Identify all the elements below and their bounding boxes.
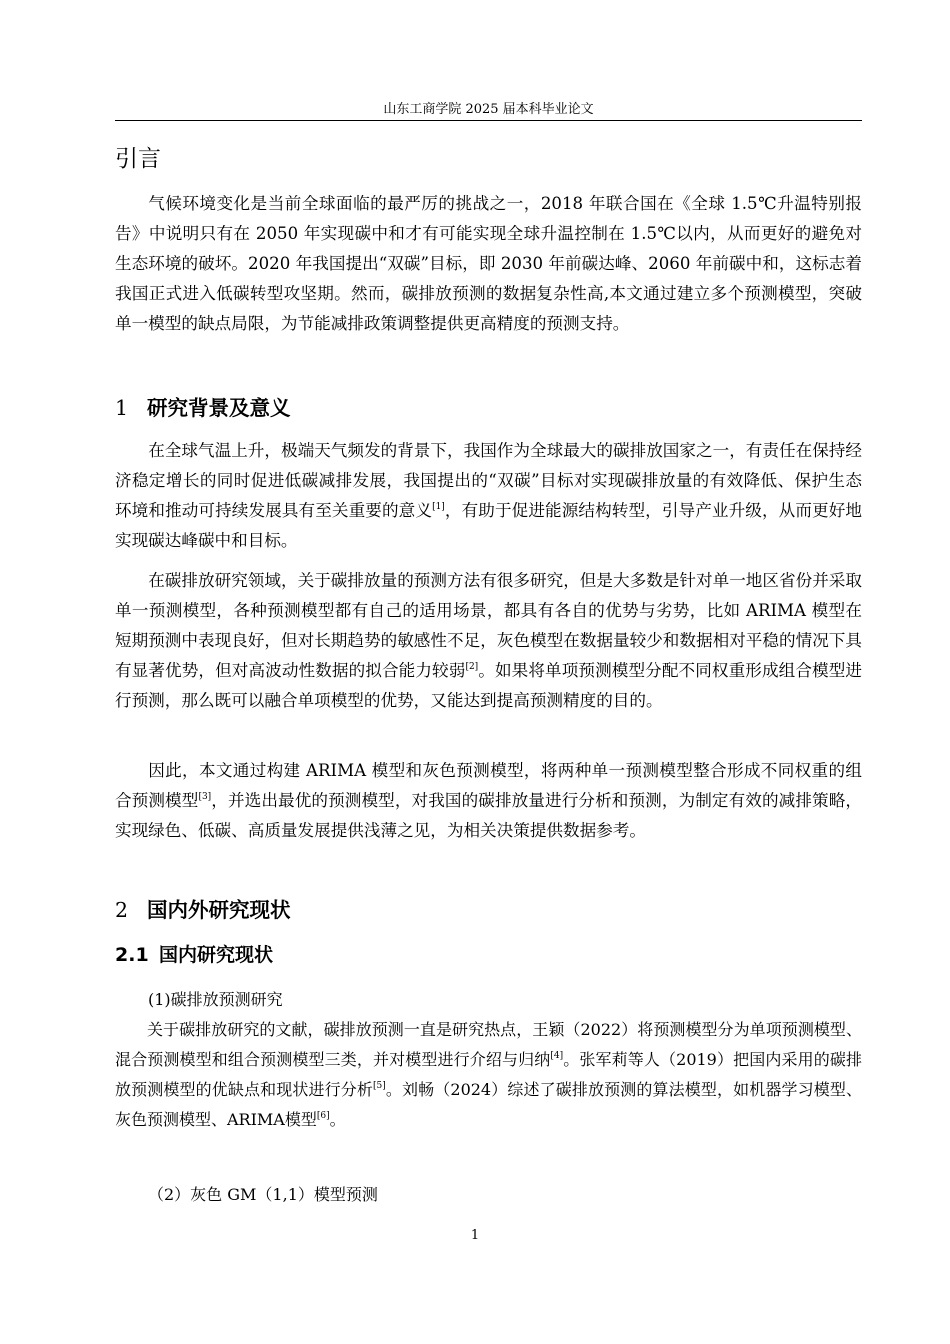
citation-ref: [4]	[550, 1051, 564, 1061]
subsection-2-1-heading	[115, 941, 273, 969]
citation-ref: [1]	[432, 502, 445, 512]
section1-paragraph-1	[115, 436, 862, 556]
section1-paragraph-3	[115, 756, 862, 846]
section2-heading	[115, 895, 291, 925]
paragraph-text: ，有助于促进能源结构转型，引导产业升级，从而更好地实现碳达峰碳中和目标。	[115, 501, 862, 550]
citation-ref: [5]	[373, 1081, 386, 1091]
paragraph-text: 因此，本文通过构建 ARIMA 模型和灰色预测模型，将两种单一预测模型整合形成不同权重的组合预测模型	[115, 761, 862, 810]
section2-title: 国内外研究现状	[147, 898, 291, 922]
item-2-label: （2）灰色 GM（1,1）模型预测	[148, 1185, 378, 1204]
paragraph-text: ，并选出最优的预测模型，对我国的碳排放量进行分析和预测，为制定有效的减排策略，实现绿色、低碳、高质量发展提供浅薄之见，为相关决策提供数据参考。	[115, 791, 862, 840]
citation-ref: [6]	[316, 1111, 330, 1121]
item-1-label: (1)碳排放预测研究	[148, 990, 283, 1009]
citation-ref: [3]	[198, 792, 212, 802]
intro-paragraph: 气候环境变化是当前全球面临的最严厉的挑战之一，2018 年联合国在《全球 1.5℃升温特别报告》中说明只有在 2050 年实现碳中和才有可能实现全球升温控制在 1.5℃以内，从而更好的避免对生态环境的破坏。2020 年我国提出“双碳”目标，即 2030 年前碳达峰、2060 年前碳中和，这标志着我国正式进入低碳转型攻坚期。然而，碳排放预测的数据复杂性高,本文通过建立多个预测模型，突破单一模型的缺点局限，为节能减排政策调整提供更高精度的预测支持。	[115, 194, 862, 333]
section1-paragraph-2	[115, 566, 862, 716]
section1-heading	[115, 393, 291, 423]
section1-title: 研究背景及意义	[147, 396, 291, 420]
section1-number: 1	[115, 396, 129, 420]
paragraph-text: 。	[329, 1110, 346, 1129]
citation-ref: [2]	[465, 662, 479, 672]
page-header: 山东工商学院 2025 届本科毕业论文	[383, 102, 594, 117]
paragraph-text: 。刘畅（2024）综述了碳排放预测的算法模型，如机器学习模型、灰色预测模型、ARIMA模型	[115, 1080, 862, 1129]
intro-heading: 引言	[115, 146, 161, 172]
page-number: 1	[470, 1228, 480, 1243]
header-rule	[115, 120, 862, 121]
section2-number: 2	[115, 898, 129, 922]
subsection-2-1-paragraph	[115, 1015, 862, 1135]
paragraph-text: 。张军莉等人（2019）把国内采用的碳排放预测模型的优缺点和现状进行分析	[115, 1050, 862, 1099]
subsection-title: 国内研究现状	[159, 944, 274, 966]
paragraph-text: 在碳排放研究领域，关于碳排放量的预测方法有很多研究，但是大多数是针对单一地区省份并采取单一预测模型，各种预测模型都有自己的适用场景，都具有各自的优势与劣势，比如 ARIMA 模型在短期预测中表现良好，但对长期趋势的敏感性不足，灰色模型在数据量较少和数据相对平稳的情况下具有显著优势，但对高波动性数据的拟合能力较弱	[115, 571, 862, 680]
paragraph-text: 在全球气温上升，极端天气频发的背景下，我国作为全球最大的碳排放国家之一，有责任在保持经济稳定增长的同时促进低碳减排发展，我国提出的“双碳”目标对实现碳排放量的有效降低、保护生态环境和推动可持续发展具有至关重要的意义	[115, 441, 862, 520]
paragraph-text: 。如果将单项预测模型分配不同权重形成组合模型进行预测，那么既可以融合单项模型的优势，又能达到提高预测精度的目的。	[115, 661, 862, 710]
paragraph-text: 关于碳排放研究的文献，碳排放预测一直是研究热点，王颖（2022）将预测模型分为单项预测模型、混合预测模型和组合预测模型三类，并对模型进行介绍与归纳	[115, 1020, 862, 1069]
subsection-number: 2.1	[115, 944, 149, 966]
